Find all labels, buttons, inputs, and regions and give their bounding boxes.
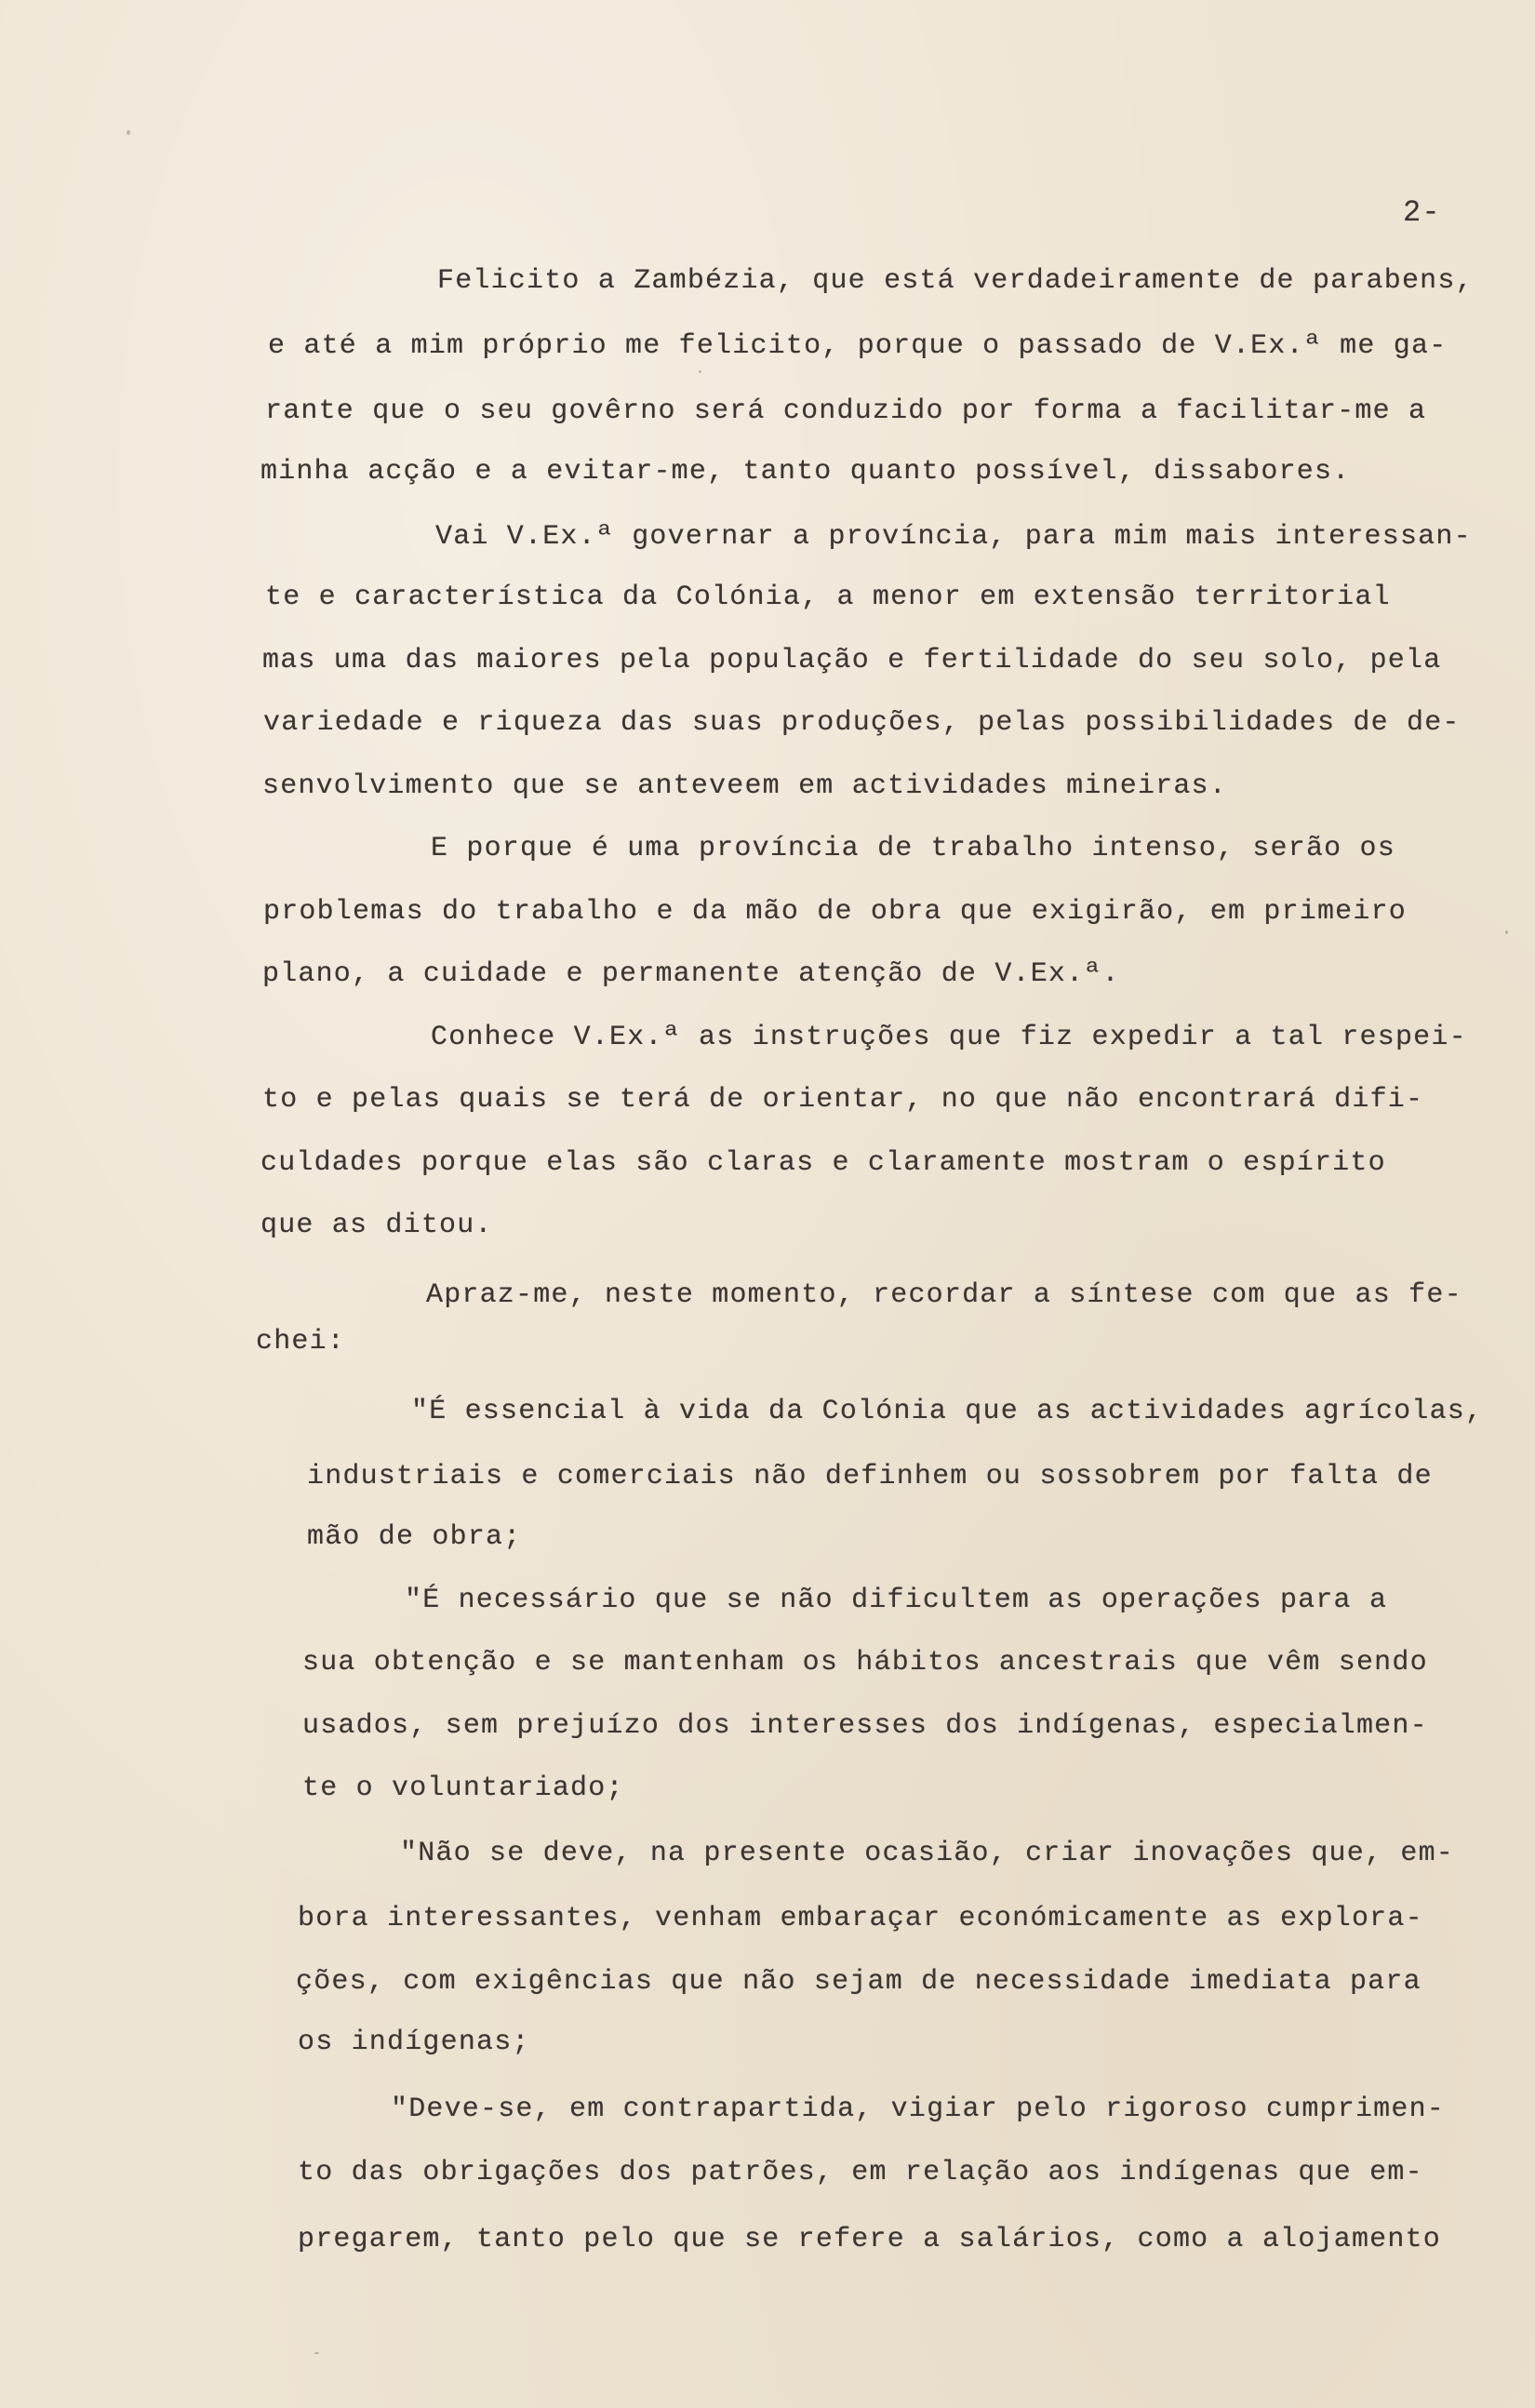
text-line: te o voluntariado; xyxy=(302,1773,624,1804)
text-line: minha acção e a evitar-me, tanto quanto possível, dissabores. xyxy=(260,456,1351,488)
text-line: rante que o seu govêrno será conduzido por forma a facilitar-me a xyxy=(265,395,1427,427)
text-line: bora interessantes, venham embaraçar económicamente as explora- xyxy=(298,1903,1423,1934)
text-line: ções, com exigências que não sejam de necessidade imediata para xyxy=(296,1966,1422,1998)
text-line: e até a mim próprio me felicito, porque o passado de V.Ex.ª me ga- xyxy=(268,330,1448,362)
text-line: industriais e comerciais não definhem ou sossobrem por falta de xyxy=(307,1461,1433,1492)
text-line: Vai V.Ex.ª governar a província, para mim mais interessan- xyxy=(435,521,1472,553)
paper-speck xyxy=(1505,930,1508,934)
text-line: "Não se deve, na presente ocasião, criar inovações que, em- xyxy=(400,1838,1454,1869)
text-line: mão de obra; xyxy=(307,1521,522,1553)
paper-speck xyxy=(699,370,701,373)
text-line: E porque é uma província de trabalho intenso, serão os xyxy=(431,833,1395,864)
text-line: problemas do trabalho e da mão de obra que exigirão, em primeiro xyxy=(263,896,1407,928)
text-line: Felicito a Zambézia, que está verdadeiramente de parabens, xyxy=(437,265,1474,297)
paper-speck xyxy=(314,2352,319,2354)
text-line: Apraz-me, neste momento, recordar a síntese com que as fe- xyxy=(426,1279,1462,1311)
text-line: to e pelas quais se terá de orientar, no que não encontrará difi- xyxy=(262,1084,1424,1116)
page-number: 2- xyxy=(1403,195,1441,230)
text-line: mas uma das maiores pela população e fertilidade do seu solo, pela xyxy=(262,645,1442,676)
text-line: culdades porque elas são claras e claramente mostram o espírito xyxy=(260,1147,1386,1179)
text-line: usados, sem prejuízo dos interesses dos indígenas, especialmen- xyxy=(302,1710,1428,1742)
text-line: "É essencial à vida da Colónia que as actividades agrícolas, xyxy=(411,1396,1484,1427)
text-line: to das obrigações dos patrões, em relação aos indígenas que em- xyxy=(298,2157,1423,2188)
text-line: os indígenas; xyxy=(298,2027,530,2058)
text-line: pregarem, tanto pelo que se refere a salários, como a alojamento xyxy=(298,2224,1441,2255)
text-line: te e característica da Colónia, a menor em extensão territorial xyxy=(265,582,1391,613)
text-line: variedade e riqueza das suas produções, pelas possibilidades de de- xyxy=(263,707,1461,739)
text-line: chei: xyxy=(256,1326,346,1358)
text-line: senvolvimento que se anteveem em actividades mineiras. xyxy=(262,770,1227,802)
text-line: "Deve-se, em contrapartida, vigiar pelo rigoroso cumprimen- xyxy=(391,2094,1445,2125)
text-line: plano, a cuidade e permanente atenção de V.Ex.ª. xyxy=(262,958,1120,990)
text-line: que as ditou. xyxy=(260,1210,493,1241)
paper-speck xyxy=(127,130,130,135)
text-line: sua obtenção e se mantenham os hábitos ancestrais que vêm sendo xyxy=(302,1647,1428,1679)
text-line: "É necessário que se não dificultem as operações para a xyxy=(405,1585,1388,1616)
text-line: Conhece V.Ex.ª as instruções que fiz expedir a tal respei- xyxy=(431,1022,1467,1053)
